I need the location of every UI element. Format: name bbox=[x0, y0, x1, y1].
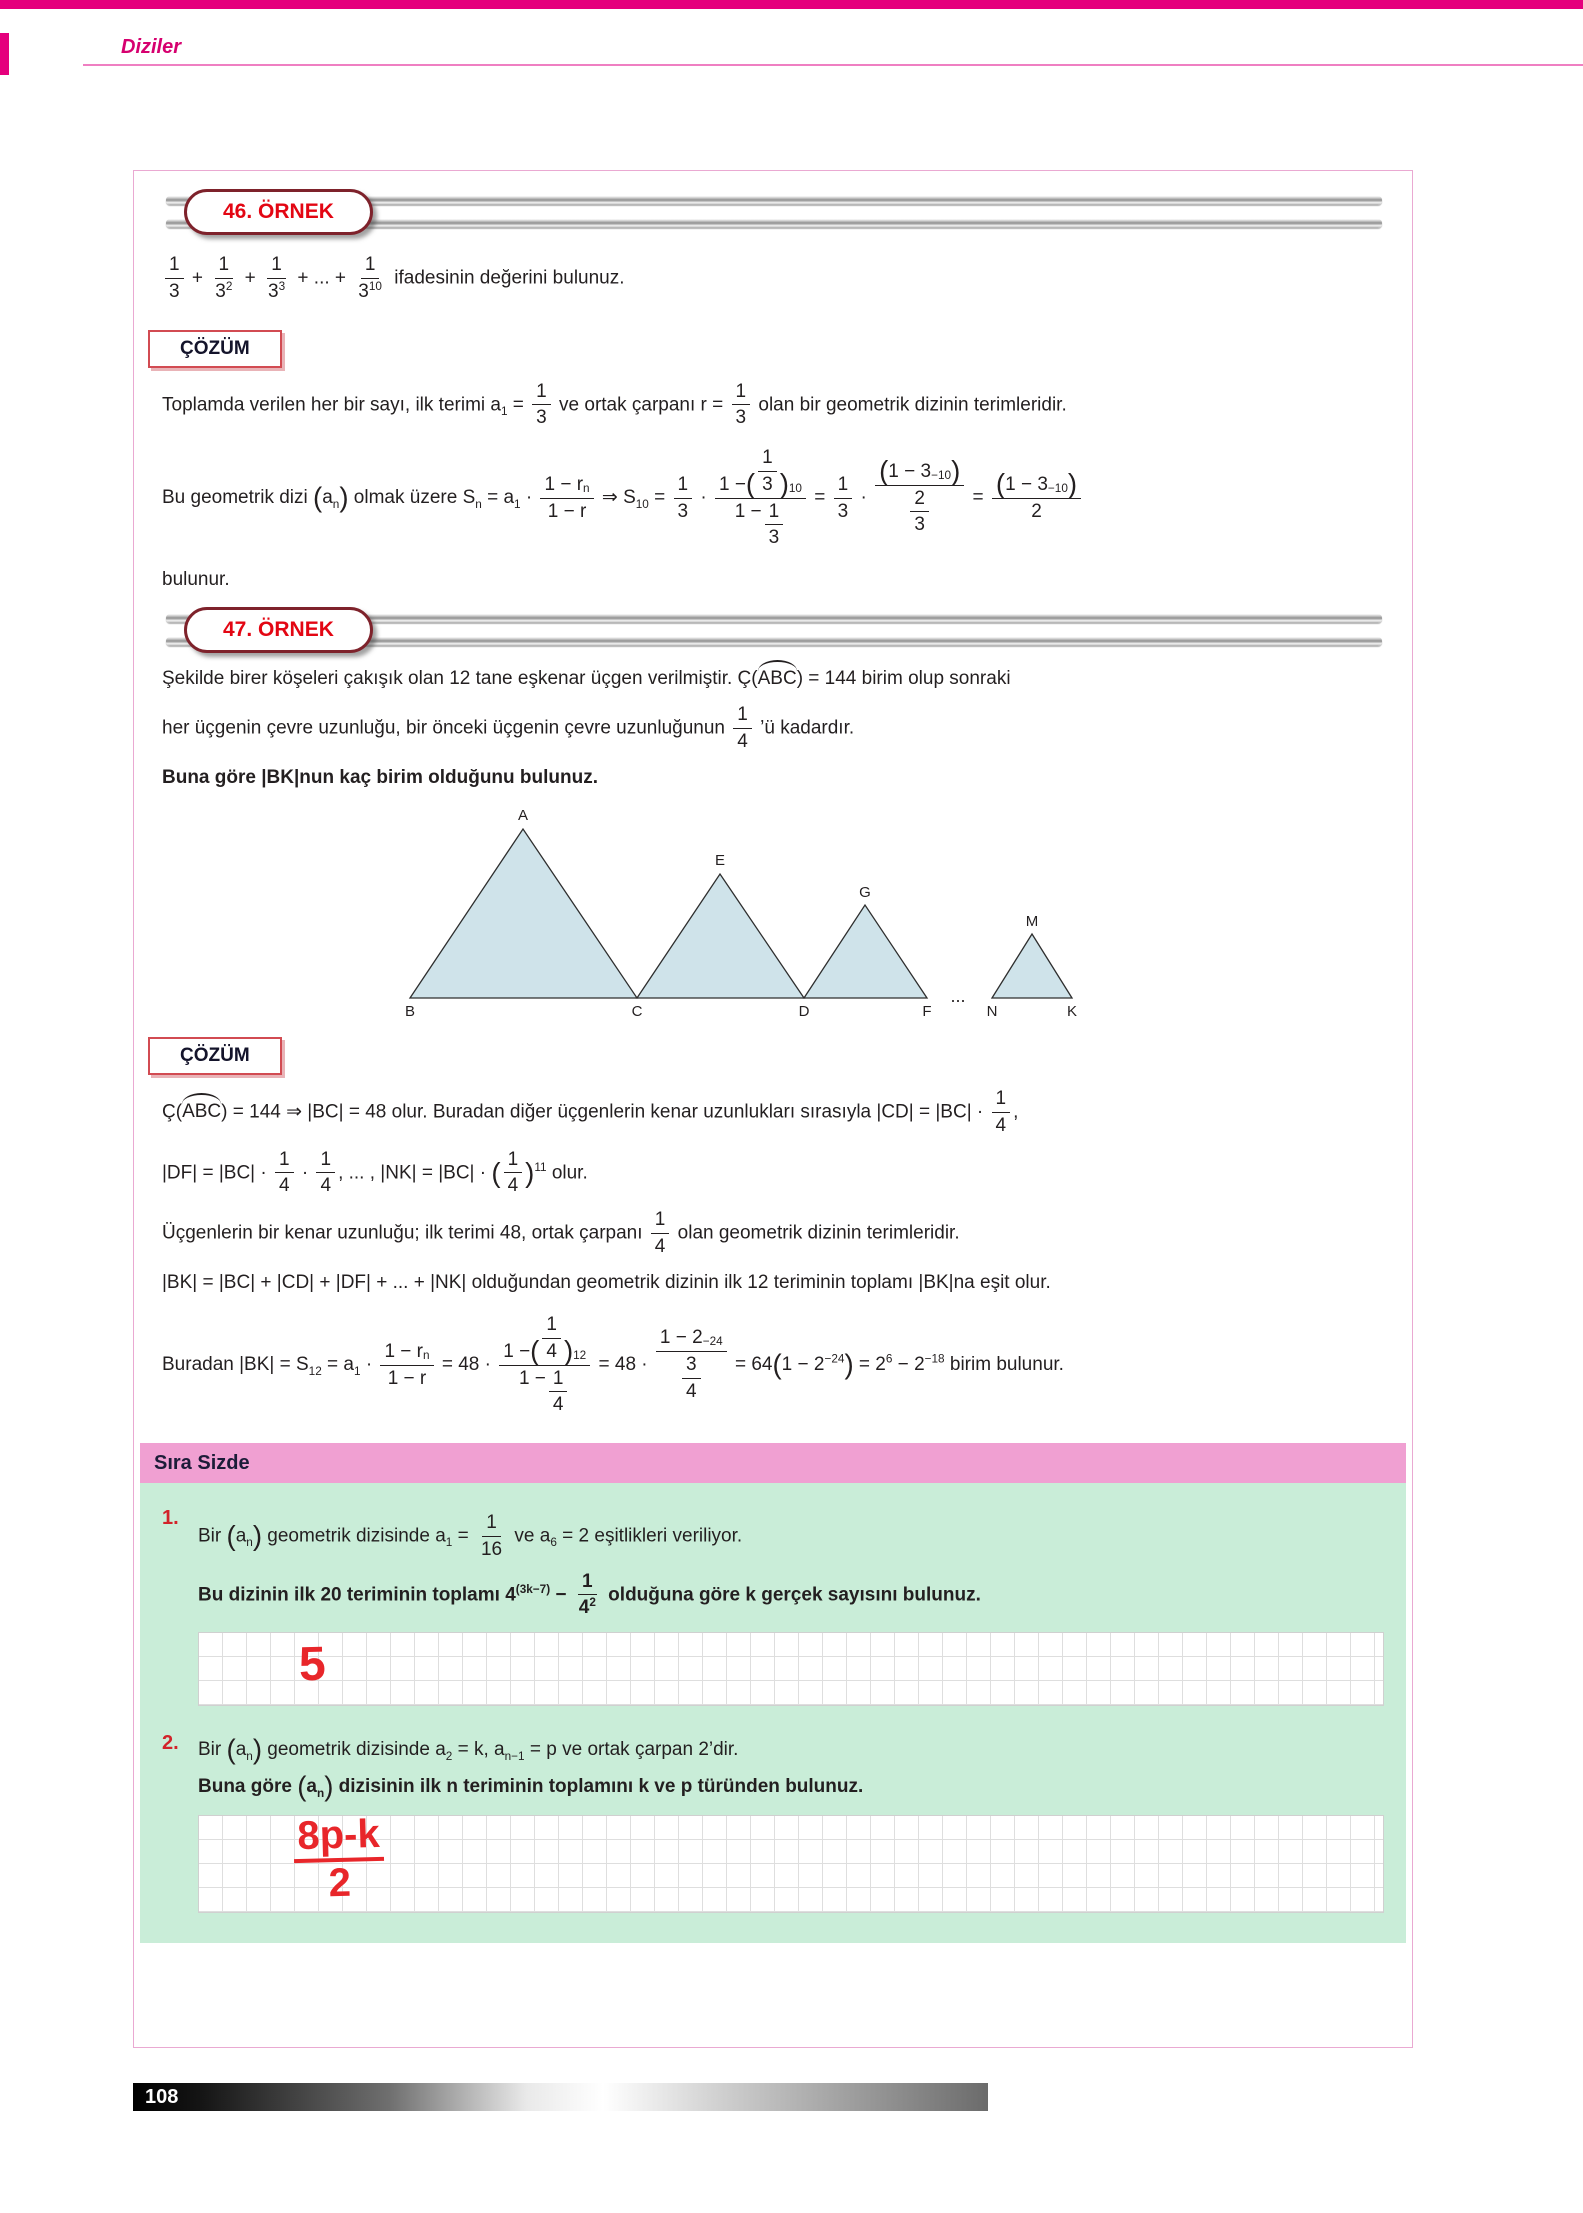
example-46-solution-line-3: bulunur. bbox=[162, 569, 230, 590]
question-2 bbox=[162, 1728, 1384, 1913]
example-47-solution-line-5: Buradan $|BK| = S_{12} = a_1$ · 1 − r n 1 − r = 48 · 1 − ( $\frac{1}{4}$ ) $_{12}$ 1 − $\frac{1}{4}$ = 48 · 1 − 2 −24 $\frac{3}{4}$ = $64(1 - 2^{-24}) = 2^6 - 2^{-18}$ birim bulunur. bbox=[162, 1314, 1064, 1416]
question-2-number: 2. bbox=[162, 1732, 179, 1754]
left-edge-tab bbox=[0, 33, 9, 75]
question-1-number: 1. bbox=[162, 1507, 179, 1529]
content-frame bbox=[133, 170, 1413, 2048]
handwritten-answer-2-numerator: 8p-k bbox=[293, 1813, 384, 1863]
label-A: A bbox=[517, 807, 529, 824]
triangle-1 bbox=[410, 829, 637, 998]
header-rule bbox=[83, 64, 1583, 66]
question-2-body bbox=[198, 1728, 1384, 1913]
label-F: F bbox=[922, 1003, 932, 1020]
example-47-solution-line-1: Ç(ABC) = 144 ⇒ |BC| = 48 olur. Buradan diğer üçgenlerin kenar uzunlukları sırasıyla |CD| = |BC| · $\frac{1}{4}$ , bbox=[162, 1088, 1019, 1136]
question-1 bbox=[162, 1503, 1384, 1706]
example-46-badge: 46. ÖRNEK bbox=[184, 189, 373, 235]
handwritten-answer-1: 5 bbox=[298, 1637, 327, 1692]
example-46-section bbox=[160, 189, 1386, 595]
cozum-label-47: ÇÖZÜM bbox=[148, 1037, 282, 1075]
example-47-problem-line-3: Buna göre |BK|nun kaç birim olduğunu bulunuz. bbox=[162, 766, 598, 788]
triangle-2 bbox=[637, 874, 804, 998]
sira-sizde-title: Sıra Sizde bbox=[140, 1443, 1406, 1483]
label-N: N bbox=[986, 1003, 998, 1020]
cozum-label-46: ÇÖZÜM bbox=[148, 330, 282, 368]
sira-sizde-section bbox=[140, 1443, 1406, 1943]
triangle-diagram-svg bbox=[400, 802, 1080, 1020]
question-1-body bbox=[198, 1503, 1384, 1706]
triangle-diagram bbox=[400, 802, 1386, 1025]
example-46-problem: $\frac{1}{3}$ + 1 3 2 + 1 3 3 + ... + 1 3 10 ifadesinin değerini bulunuz. bbox=[162, 253, 1384, 304]
question-1-line-1: Bir $(a_n)$ geometrik dizisinde $a_1$ = $\frac{1}{16}$ ve $a_6 = 2$ eşitlikleri veriliyor. bbox=[198, 1512, 743, 1560]
example-47-problem-line-2: her üçgenin çevre uzunluğu, bir önceki üçgenin çevre uzunluğunun $\frac{1}{4}$ ’ü kadardır. bbox=[162, 704, 855, 752]
example-46-header bbox=[162, 189, 1384, 237]
example-47-solution-line-2: |DF| = |BC| · $\frac{1}{4}$ · $\frac{1}{4}$ , ... , |NK| = |BC| · ( $\frac{1}{4}$ )$^{11}$ olur. bbox=[162, 1148, 588, 1197]
label-B: B bbox=[404, 1003, 416, 1020]
question-2-line-1: Bir $(a_n)$ geometrik dizisinde $a_2 = k$, $a_{n-1} = p$ ve ortak çarpan 2’dir. bbox=[198, 1733, 739, 1765]
question-1-line-2: Bu dizinin ilk 20 teriminin toplamı $4^{(3k-7)}$ − 1 4 2 olduğuna göre k gerçek sayısını bulunuz. bbox=[198, 1570, 981, 1619]
handwritten-answer-2 bbox=[293, 1813, 386, 1905]
label-E: E bbox=[714, 852, 726, 869]
label-K: K bbox=[1066, 1003, 1078, 1020]
example-46-solution-line-1: Toplamda verilen her bir sayı, ilk terimi $a_1$ = $\frac{1}{3}$ ve ortak çarpanı r = $\frac{1}{3}$ olan bir geometrik dizinin terimleridir. bbox=[162, 380, 1067, 429]
page-footer-bar bbox=[133, 2083, 988, 2111]
label-G: G bbox=[859, 884, 871, 901]
example-47-solution-line-4: |BK| = |BC| + |CD| + |DF| + ... + |NK| olduğundan geometrik dizinin ilk 12 teriminin toplamı |BK|na eşit olur. bbox=[162, 1271, 1051, 1293]
ellipsis: ... bbox=[950, 986, 966, 1006]
question-2-line-2: Buna göre $(a_n)$ dizisinin ilk n teriminin toplamını k ve p türünden bulunuz. bbox=[198, 1771, 864, 1803]
top-accent-bar bbox=[0, 0, 1583, 9]
example-46-solution-line-2: Bu geometrik dizi $(a_n)$ olmak üzere $S_n = a_1$ · 1 − r n 1 − r ⇒ $S_{10}$ = $\frac{1}{3}$ · 1 − ( $\frac{1}{3}$ ) $_{10}$ 1 − $\frac{1}{3}$ = $\frac{1}{3}$ · ( 1 − 3 $_{-10}$ ) $\frac{2}{3}$ = ( 1 − 3 $_{-10}$ ) 2 bbox=[162, 446, 1384, 550]
label-D: D bbox=[798, 1003, 810, 1020]
question-2-answer-grid bbox=[198, 1811, 1384, 1913]
chapter-title: Diziler bbox=[121, 36, 182, 58]
handwritten-answer-2-denominator: 2 bbox=[328, 1860, 352, 1906]
label-M: M bbox=[1025, 913, 1039, 930]
triangle-3 bbox=[804, 905, 927, 998]
example-47-solution-line-3: Üçgenlerin bir kenar uzunluğu; ilk terimi 48, ortak çarpanı $\frac{1}{4}$ olan geometrik dizinin terimleridir. bbox=[162, 1209, 960, 1257]
example-47-section bbox=[160, 607, 1386, 1418]
question-1-answer-grid bbox=[198, 1632, 1384, 1706]
label-C: C bbox=[631, 1003, 643, 1020]
triangle-4 bbox=[992, 934, 1072, 998]
example-47-header bbox=[162, 607, 1384, 655]
exercise-panel bbox=[140, 1483, 1406, 1943]
page-number: 108 bbox=[145, 2085, 179, 2108]
example-47-problem-line-1: Şekilde birer köşeleri çakışık olan 12 tane eşkenar üçgen verilmiştir. Ç(ABC) = 144 birim olup sonraki bbox=[162, 665, 1384, 694]
example-47-badge: 47. ÖRNEK bbox=[184, 607, 373, 653]
